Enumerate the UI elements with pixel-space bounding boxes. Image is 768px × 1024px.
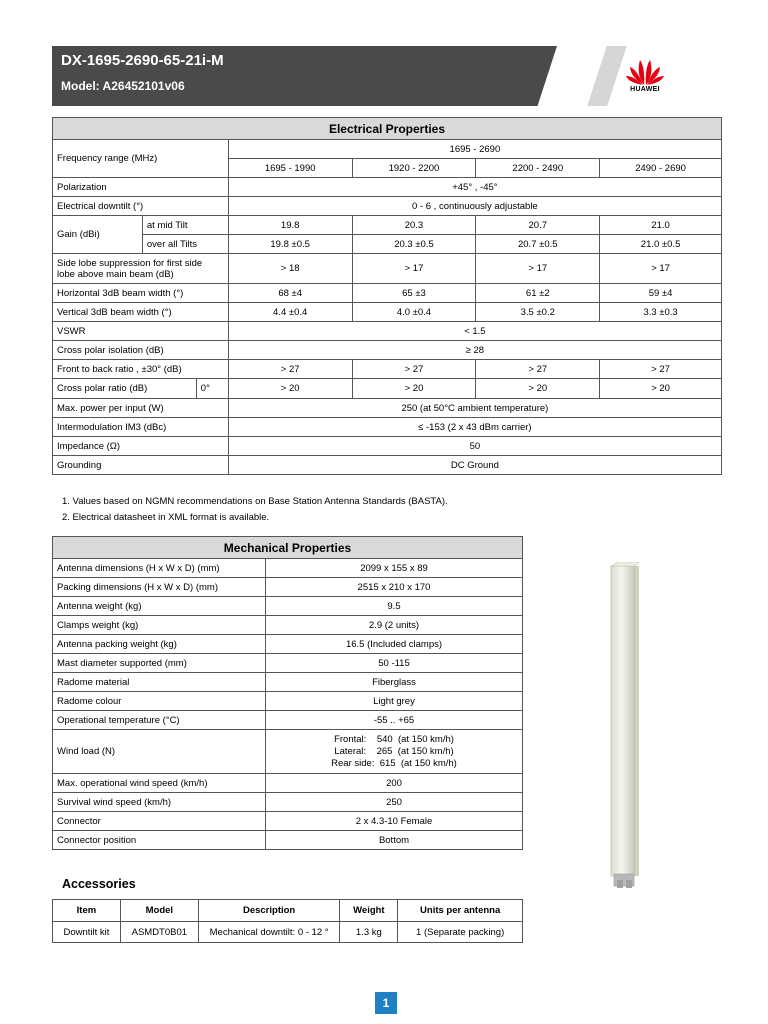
sidelobe-label-line1: Side lobe suppression for first side (57, 257, 203, 269)
vbw-1: 4.4 ±0.4 (228, 303, 352, 322)
gain-mid-1: 19.8 (228, 216, 352, 235)
product-title: DX-1695-2690-65-21i-M (61, 52, 224, 69)
accessories-title: Accessories (62, 877, 136, 891)
mechanical-properties-table (52, 536, 523, 850)
brand-name: HUAWEI (630, 86, 660, 93)
mech-value: 50 -115 (266, 654, 523, 673)
acc-header-description: Description (198, 900, 340, 922)
acc-header-model: Model (120, 900, 198, 922)
mech-value: 200 (266, 774, 523, 793)
mech-value: Bottom (266, 831, 523, 850)
gain-all-2: 20.3 ±0.5 (352, 235, 476, 254)
wind-line-1: Frontal: 540 (at 150 km/h) (334, 733, 454, 745)
mech-label: Mast diameter supported (mm) (53, 654, 266, 673)
mech-label: Connector (53, 812, 266, 831)
page-number: 1 (375, 992, 397, 1014)
vbw-label: Vertical 3dB beam width (°) (53, 303, 229, 322)
gain-all-4: 21.0 ±0.5 (600, 235, 722, 254)
acc-header-weight: Weight (340, 900, 398, 922)
cpi-label: Cross polar isolation (dB) (53, 341, 229, 360)
gain-all-3: 20.7 ±0.5 (476, 235, 600, 254)
mech-label: Radome colour (53, 692, 266, 711)
mech-label: Clamps weight (kg) (53, 616, 266, 635)
mech-label: Packing dimensions (H x W x D) (mm) (53, 578, 266, 597)
mech-label: Antenna dimensions (H x W x D) (mm) (53, 559, 266, 578)
antenna-image (606, 562, 644, 890)
cpr-angle: 0° (196, 379, 228, 398)
cpr-3: > 20 (476, 379, 600, 399)
cpr-2: > 20 (352, 379, 476, 399)
vswr-label: VSWR (53, 322, 229, 341)
mech-label: Radome material (53, 673, 266, 692)
note-1: 1. Values based on NGMN recommendations on Base Station Antenna Standards (BASTA). (62, 496, 448, 507)
mech-value: 2.9 (2 units) (266, 616, 523, 635)
page-header (52, 46, 722, 106)
grounding-value: DC Ground (228, 456, 721, 475)
mech-label: Operational temperature (°C) (53, 711, 266, 730)
sidelobe-1: > 18 (228, 254, 352, 284)
sidelobe-3: > 17 (476, 254, 600, 284)
freq-label: Frequency range (MHz) (53, 140, 229, 178)
sidelobe-label-line2: lobe above main beam (dB) (57, 268, 174, 280)
mech-label: Connector position (53, 831, 266, 850)
hbw-4: 59 ±4 (600, 284, 722, 303)
product-model: Model: A26452101v06 (61, 79, 185, 93)
sidelobe-4: > 17 (600, 254, 722, 284)
impedance-label: Impedance (Ω) (53, 437, 229, 456)
mech-label: Antenna packing weight (kg) (53, 635, 266, 654)
hbw-3: 61 ±2 (476, 284, 600, 303)
grounding-label: Grounding (53, 456, 229, 475)
wind-line-2: Lateral: 265 (at 150 km/h) (334, 745, 454, 757)
cpr-1: > 20 (228, 379, 352, 399)
mech-value: 250 (266, 793, 523, 812)
vbw-4: 3.3 ±0.3 (600, 303, 722, 322)
note-2: 2. Electrical datasheet in XML format is available. (62, 512, 270, 523)
gain-label: Gain (dBi) (53, 216, 143, 254)
electrical-heading: Electrical Properties (53, 118, 722, 140)
hbw-1: 68 ±4 (228, 284, 352, 303)
mechanical-heading: Mechanical Properties (53, 537, 523, 559)
notes (62, 494, 448, 526)
hbw-2: 65 ±3 (352, 284, 476, 303)
polarization-value: +45° , -45° (228, 178, 721, 197)
huawei-logo (623, 56, 667, 96)
gain-mid-3: 20.7 (476, 216, 600, 235)
wind-label: Wind load (N) (53, 730, 266, 774)
wind-value (266, 730, 523, 774)
antenna-illustration (606, 562, 644, 890)
gain-mid-2: 20.3 (352, 216, 476, 235)
acc-item: Downtilt kit (53, 922, 121, 943)
cpr-label-cell (53, 379, 229, 399)
cpi-value: ≥ 28 (228, 341, 721, 360)
sidelobe-2: > 17 (352, 254, 476, 284)
hbw-label: Horizontal 3dB beam width (°) (53, 284, 229, 303)
vbw-2: 4.0 ±0.4 (352, 303, 476, 322)
ftb-3: > 27 (476, 360, 600, 379)
vswr-value: < 1.5 (228, 322, 721, 341)
mech-value: -55 .. +65 (266, 711, 523, 730)
polarization-label: Polarization (53, 178, 229, 197)
acc-description: Mechanical downtilt: 0 - 12 ° (198, 922, 340, 943)
cpr-label: Cross polar ratio (dB) (57, 383, 148, 394)
acc-header-item: Item (53, 900, 121, 922)
band-1: 1695 - 1990 (228, 159, 352, 178)
band-4: 2490 - 2690 (600, 159, 722, 178)
mech-label: Survival wind speed (km/h) (53, 793, 266, 812)
ftb-4: > 27 (600, 360, 722, 379)
electrical-properties-table (52, 117, 722, 475)
acc-model: ASMDT0B01 (120, 922, 198, 943)
ftb-2: > 27 (352, 360, 476, 379)
vbw-3: 3.5 ±0.2 (476, 303, 600, 322)
mech-label: Max. operational wind speed (km/h) (53, 774, 266, 793)
acc-header-units: Units per antenna (398, 900, 523, 922)
downtilt-value: 0 - 6 , continuously adjustable (228, 197, 721, 216)
ftb-label: Front to back ratio , ±30° (dB) (53, 360, 229, 379)
ftb-1: > 27 (228, 360, 352, 379)
mech-value: 16.5 (Included clamps) (266, 635, 523, 654)
mech-value: 2515 x 210 x 170 (266, 578, 523, 597)
im3-value: ≤ -153 (2 x 43 dBm carrier) (228, 418, 721, 437)
im3-label: Intermodulation IM3 (dBc) (53, 418, 229, 437)
mech-value: Fiberglass (266, 673, 523, 692)
mech-label: Antenna weight (kg) (53, 597, 266, 616)
cpr-4: > 20 (600, 379, 722, 399)
gain-mid-label: at mid Tilt (142, 216, 228, 235)
acc-units: 1 (Separate packing) (398, 922, 523, 943)
maxpower-value: 250 (at 50°C ambient temperature) (228, 399, 721, 418)
mech-value: Light grey (266, 692, 523, 711)
acc-weight: 1.3 kg (340, 922, 398, 943)
sidelobe-label (53, 254, 229, 284)
downtilt-label: Electrical downtilt (°) (53, 197, 229, 216)
maxpower-label: Max. power per input (W) (53, 399, 229, 418)
band-3: 2200 - 2490 (476, 159, 600, 178)
band-2: 1920 - 2200 (352, 159, 476, 178)
wind-line-3: Rear side: 615 (at 150 km/h) (331, 757, 457, 769)
accessories-table (52, 899, 523, 943)
gain-all-label: over all Tilts (142, 235, 228, 254)
gain-mid-4: 21.0 (600, 216, 722, 235)
huawei-petals-icon (625, 56, 665, 86)
mech-value: 2099 x 155 x 89 (266, 559, 523, 578)
freq-total: 1695 - 2690 (228, 140, 721, 159)
gain-all-1: 19.8 ±0.5 (228, 235, 352, 254)
mech-value: 9.5 (266, 597, 523, 616)
impedance-value: 50 (228, 437, 721, 456)
mech-value: 2 x 4.3-10 Female (266, 812, 523, 831)
